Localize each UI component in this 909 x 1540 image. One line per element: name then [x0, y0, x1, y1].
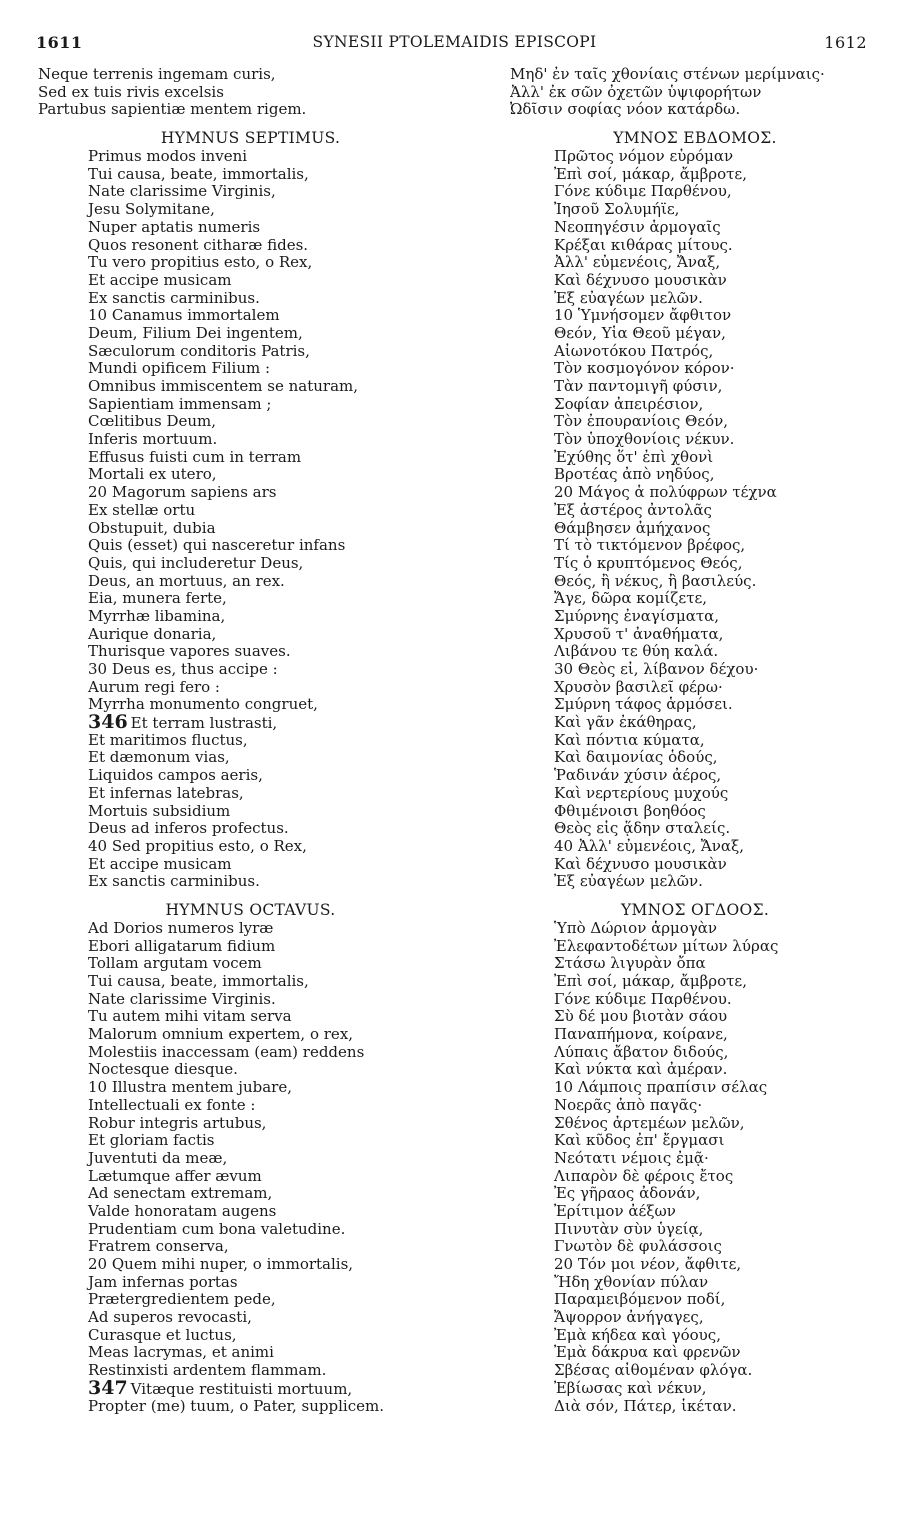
greek-hymn7-line: Ἐξ εὐαγέων μελῶν. [554, 289, 703, 307]
latin-hymn7-line: Effusus fuisti cum in terram [88, 448, 302, 466]
latin-hymn7-line: Inferis mortuum. [88, 431, 218, 449]
latin-hymn7-line: Deum, Filium Dei ingentem, [88, 324, 303, 342]
greek-hymn7-line: Καὶ δέχνυσο μουσικὰν [554, 855, 727, 873]
latin-hymn8-line: Tu autem mihi vitam serva [88, 1008, 292, 1026]
latin-hymn8-line: Noctesque diesque. [88, 1061, 238, 1079]
latin-hymn8-line: Prætergredientem pede, [88, 1291, 276, 1309]
latin-hymn7-title: HYMNUS SEPTIMUS. [160, 129, 341, 148]
latin-hymn7-line: Deus, an mortuus, an rex. [88, 572, 285, 590]
greek-hymn8-line: Ἐμὰ δάκρυα καὶ φρενῶν [554, 1344, 741, 1362]
latin-hymn8-line: 10 Illustra mentem jubare, [88, 1079, 292, 1097]
latin-hymn7-line: Mortali ex utero, [88, 466, 217, 484]
greek-hymn7-line: Καὶ δέχνυσο μουσικὰν [554, 271, 727, 289]
latin-hymn7-line: Nuper aptatis numeris [88, 218, 261, 236]
latin-hymn8-line: Jam infernas portas [88, 1273, 238, 1291]
latin-hymn8-line: Ebori alligatarum fidium [88, 937, 276, 955]
greek-hymn7-line: Βροτέας ἀπὸ νηδύος, [554, 466, 715, 484]
greek-hymn8-line: Ἐς γῆραος ἀδονάν, [554, 1185, 701, 1203]
latin-hymn7-line: Et accipe musicam [88, 271, 232, 289]
latin-hymn7-line: Et infernas latebras, [88, 784, 244, 802]
latin-column [38, 66, 463, 1415]
latin-hymn7-line: Mortuis subsidium [88, 802, 231, 820]
greek-hymn8-line: Ὑπὸ Δώριον ἁρμογὰν [554, 919, 718, 937]
latin-hymn8-line: Meas lacrymas, et animi [88, 1344, 274, 1362]
greek-hymn8-line: Ἐλεφαντοδέτων μίτων λύρας [554, 937, 779, 955]
latin-hymn8-line: Ad superos revocasti, [88, 1309, 252, 1327]
greek-hymn7-line: Ἄγε, δῶρα κομίζετε, [554, 590, 708, 608]
greek-hymn8-line: Γνωτὸν δὲ φυλάσσοις [554, 1238, 722, 1256]
latin-hymn8-line: Prudentiam cum bona valetudine. [88, 1220, 346, 1238]
latin-hymn8-line: Intellectuali ex fonte : [88, 1096, 256, 1114]
latin-hymn8-line: Tollam argutam vocem [88, 955, 262, 973]
latin-hymn8-line: Ad senectam extremam, [88, 1185, 273, 1203]
latin-hymn7-line: Tui causa, beate, immortalis, [88, 165, 309, 183]
latin-hymn8-line: 20 Quem mihi nuper, o immortalis, [88, 1256, 354, 1273]
latin-hymn7-line: Liquidos campos aeris, [88, 767, 263, 785]
latin-hymn7-line: Obstupuit, dubia [88, 519, 216, 537]
greek-hymn8-line: 20 Τόν μοι νέον, ἄφθιτε, [554, 1256, 742, 1273]
latin-hymn8-line: Propter (me) tuum, o Pater, supplicem. [88, 1397, 384, 1415]
greek-hymn8-line: Ἐμὰ κήδεα καὶ γόους, [554, 1326, 721, 1344]
latin-hymn8-line: Valde honoratam augens [88, 1202, 277, 1220]
greek-hymn7-line: Θεόν, Υἷα Θεοῦ μέγαν, [554, 324, 726, 342]
greek-intro-line: Ὠδῖσιν σοφίας νόον κατάρδω. [510, 101, 741, 119]
greek-hymn7-line: 40 Ἀλλ' εὐμενέοις, Ἄναξ, [554, 837, 745, 855]
latin-hymn8-line: Restinxisti ardentem flammam. [88, 1362, 327, 1380]
greek-hymn8-line: Ἐβίωσας καὶ νέκυν, [554, 1379, 707, 1397]
greek-hymn7-line: Καὶ νερτερίους μυχούς [554, 784, 729, 802]
greek-hymn8-line: Γόνε κύδιμε Παρθένου. [554, 990, 732, 1008]
greek-hymn7-line: Τὸν ἐπουρανίοις Θεόν, [554, 413, 728, 431]
latin-hymn7-line: Sapientiam immensam ; [88, 395, 272, 413]
greek-hymn8-line: Παναπήμονα, κοίρανε, [554, 1026, 728, 1044]
latin-hymn7-line: Aurum regi fero : [88, 678, 220, 696]
column-number: 346 [88, 714, 128, 732]
latin-hymn7-line: Myrrhæ libamina, [88, 607, 226, 625]
greek-hymn7-line: 30 Θεὸς εἶ, λίβανον δέχου· [554, 661, 759, 678]
greek-hymn8-line: Ἐρίτιμον ἀέξων [554, 1202, 676, 1220]
latin-hymn7-line: Nate clarissime Virginis, [88, 183, 276, 201]
greek-hymn7-line: Καὶ πόντια κύματα, [554, 731, 705, 749]
latin-hymn8-title: HYMNUS OCTAVUS. [165, 900, 336, 919]
greek-hymn8-line: Ἤδη χθονίαν πύλαν [554, 1273, 709, 1291]
greek-hymn7-line: Καὶ γᾶν ἐκάθηρας, [554, 714, 697, 732]
greek-hymn7-line: Ἀλλ' εὐμενέοις, Ἄναξ, [554, 254, 721, 272]
latin-hymn7-line: 20 Magorum sapiens ars [88, 484, 277, 502]
greek-hymn8-line: 10 Λάμποις πραπίσιν σέλας [554, 1079, 768, 1097]
greek-hymn7-line: Σοφίαν ἀπειρέσιον, [554, 395, 704, 413]
greek-hymn8-line: Παραμειβόμενον ποδί, [554, 1291, 726, 1309]
right-page-number: 1612 [824, 33, 867, 52]
greek-hymn7-line: Πρῶτος νόμον εὑρόμαν [554, 148, 734, 166]
greek-hymn8-line: Ἄψορρον ἀνήγαγες, [554, 1309, 704, 1327]
greek-hymn8-line: Στάσω λιγυρὰν ὄπα [554, 955, 706, 973]
column-number: 347 [88, 1379, 128, 1398]
latin-hymn7-line: Jesu Solymitane, [88, 201, 215, 219]
latin-hymn7-line: Et accipe musicam [88, 855, 232, 873]
latin-hymn8-line: Juventuti da meæ, [88, 1149, 228, 1167]
greek-hymn7-line: Θάμβησεν ἀμήχανος [554, 519, 711, 537]
latin-hymn8-line [38, 1380, 463, 1398]
latin-hymn7-line: Sæculorum conditoris Patris, [88, 342, 310, 360]
latin-hymn8-line: Nate clarissime Virginis. [88, 990, 276, 1008]
latin-hymn7-line: Eia, munera ferte, [88, 590, 227, 608]
latin-hymn8-line: Molestiis inaccessam (eam) reddens [88, 1043, 365, 1061]
latin-hymn7-line: Primus modos inveni [88, 148, 248, 166]
greek-hymn7-line: Χρυσὸν βασιλεῖ φέρω· [554, 678, 723, 696]
latin-hymn7-line: Omnibus immiscentem se naturam, [88, 378, 359, 395]
latin-hymn8-line: Curasque et luctus, [88, 1326, 237, 1344]
greek-hymn8-line: Σβέσας αἰθομέναν φλόγα. [554, 1362, 753, 1380]
greek-hymn7-line: 20 Μάγος ἁ πολύφρων τέχνα [554, 484, 777, 502]
greek-hymn8-line: Διὰ σόν, Πάτερ, ἱκέταν. [554, 1397, 737, 1415]
latin-hymn7-line: Ex stellæ ortu [88, 501, 196, 519]
greek-hymn8-line: Πινυτὰν σὺν ὑγείᾳ, [554, 1220, 704, 1238]
greek-hymn7-line: Ἰησοῦ Σολυμήϊε, [554, 201, 680, 219]
latin-hymn7-line: Tu vero propitius esto, o Rex, [88, 254, 313, 272]
greek-hymn7-line: Γόνε κύδιμε Παρθένου, [554, 183, 732, 201]
latin-intro-line: Partubus sapientiæ mentem rigem. [38, 101, 307, 119]
latin-hymn7-line: 30 Deus es, thus accipe : [88, 661, 278, 678]
greek-hymn7-line: Σμύρνη τάφος ἁρμόσει. [554, 696, 733, 714]
latin-hymn8-line: Lætumque affer ævum [88, 1167, 262, 1185]
greek-hymn7-line: Κρέξαι κιθάρας μίτους. [554, 236, 733, 254]
greek-hymn7-line: Τὸν ὑποχθονίοις νέκυν. [554, 431, 735, 449]
greek-hymn7-line: Τὸν κοσμογόνον κόρον· [554, 360, 735, 378]
latin-hymn7-line: Quis (esset) qui nasceretur infans [88, 537, 346, 555]
verse-text: Et terram lustrasti, [130, 714, 278, 732]
greek-hymn7-title: ΥΜΝΟΣ ΕΒΔΟΜΟΣ. [613, 129, 777, 148]
greek-hymn7-line: Σμύρνης ἐναγίσματα, [554, 607, 720, 625]
greek-column [510, 66, 880, 1415]
latin-intro-line: Neque terrenis ingemam curis, [38, 66, 276, 83]
latin-hymn7-line: Aurique donaria, [88, 625, 217, 643]
greek-hymn7-line: Καὶ δαιμονίας ὁδούς, [554, 749, 718, 767]
running-head-title: SYNESII PTOLEMAIDIS EPISCOPI [312, 33, 597, 51]
greek-hymn7-line: Ῥαδινάν χύσιν ἀέρος, [554, 767, 722, 785]
latin-hymn8-line: Tui causa, beate, immortalis, [88, 973, 309, 990]
latin-hymn8-line: Malorum omnium expertem, o rex, [88, 1026, 354, 1044]
latin-hymn7-line: Myrrha monumento congruet, [88, 696, 318, 714]
greek-hymn8-line: Σθένος ἀρτεμέων μελῶν, [554, 1114, 745, 1132]
latin-hymn8-line: Robur integris artubus, [88, 1114, 267, 1132]
latin-hymn7-line: Thurisque vapores suaves. [88, 643, 291, 661]
latin-hymn7-line: 10 Canamus immortalem [88, 307, 280, 325]
greek-hymn7-line: Ἐπὶ σοί, μάκαρ, ἄμβροτε, [554, 165, 747, 183]
greek-hymn7-line: Τὰν παντομιγῆ φύσιν, [554, 378, 723, 395]
greek-intro-line: Μηδ' ἐν ταῖς χθονίαις στένων μερίμναις· [510, 66, 825, 83]
greek-hymn8-line: Καὶ κῦδος ἐπ' ἔργμασι [554, 1132, 725, 1150]
greek-hymn8-line: Καὶ νύκτα καὶ ἀμέραν. [554, 1061, 728, 1079]
latin-hymn7-line [38, 714, 463, 732]
greek-hymn8-line: Λύπαις ἄβατον διδούς, [554, 1043, 729, 1061]
greek-hymn7-line: Θεός, ἢ νέκυς, ἢ βασιλεύς. [554, 572, 757, 590]
latin-hymn7-line: Et dæmonum vias, [88, 749, 230, 767]
latin-hymn7-line: Mundi opificem Filium : [88, 360, 271, 378]
greek-intro-line: Ἀλλ' ἐκ σῶν ὀχετῶν ὑψιφορήτων [510, 83, 762, 101]
latin-hymn7-line: Quos resonent citharæ fides. [88, 236, 309, 254]
greek-hymn8-line: Λιπαρὸν δὲ φέροις ἔτος [554, 1167, 734, 1185]
greek-hymn8-line: Σὺ δέ μου βιοτὰν σάου [554, 1008, 728, 1026]
greek-hymn7-line: 10 Ὑμνήσομεν ἄφθιτον [554, 307, 732, 325]
greek-hymn7-line: Ἐξ ἀστέρος ἀντολᾶς [554, 501, 712, 519]
latin-hymn7-line: Cœlitibus Deum, [88, 413, 217, 431]
latin-hymn7-line: Deus ad inferos profectus. [88, 820, 289, 838]
latin-hymn8-line: Ad Dorios numeros lyræ [88, 919, 274, 937]
verse-text: Vitæque restituisti mortuum, [130, 1379, 353, 1398]
greek-hymn7-line: Θεὸς εἰς ᾅδην σταλείς. [554, 820, 731, 838]
latin-hymn7-line: Quis, qui includeretur Deus, [88, 554, 304, 572]
left-page-number: 1611 [36, 33, 83, 52]
greek-hymn7-line: Αἰωνοτόκου Πατρός, [554, 342, 714, 360]
greek-hymn7-line: Φθιμένοισι βοηθόος [554, 802, 706, 820]
greek-hymn8-line: Νοερᾶς ἀπὸ παγᾶς· [554, 1096, 703, 1114]
greek-hymn7-line: Λιβάνου τε θύη καλά. [554, 643, 719, 661]
latin-hymn8-line: Fratrem conserva, [88, 1238, 229, 1256]
greek-hymn7-line: Νεοπηγέσιν ἁρμογαῖς [554, 218, 721, 236]
latin-hymn7-line: 40 Sed propitius esto, o Rex, [88, 837, 307, 855]
latin-hymn7-line: Ex sanctis carminibus. [88, 289, 260, 307]
greek-hymn8-title: ΥΜΝΟΣ ΟΓΔΟΟΣ. [620, 900, 770, 919]
greek-hymn7-line: Ἐχύθης ὅτ' ἐπὶ χθονὶ [554, 448, 714, 466]
greek-hymn7-line: Ἐξ εὐαγέων μελῶν. [554, 873, 703, 891]
greek-hymn8-line: Ἐπὶ σοί, μάκαρ, ἄμβροτε, [554, 973, 747, 990]
greek-hymn8-line: Νεότατι νέμοις ἐμᾷ· [554, 1149, 709, 1167]
greek-hymn7-line: Τί τὸ τικτόμενον βρέφος, [554, 537, 746, 555]
latin-hymn8-line: Et gloriam factis [88, 1132, 215, 1150]
latin-hymn7-line: Ex sanctis carminibus. [88, 873, 260, 891]
greek-hymn7-line: Χρυσοῦ τ' ἀναθήματα, [554, 625, 724, 643]
latin-hymn7-line: Et maritimos fluctus, [88, 731, 248, 749]
latin-intro-line: Sed ex tuis rivis excelsis [38, 83, 224, 101]
greek-hymn7-line: Τίς ὁ κρυπτόμενος Θεός, [554, 554, 743, 572]
